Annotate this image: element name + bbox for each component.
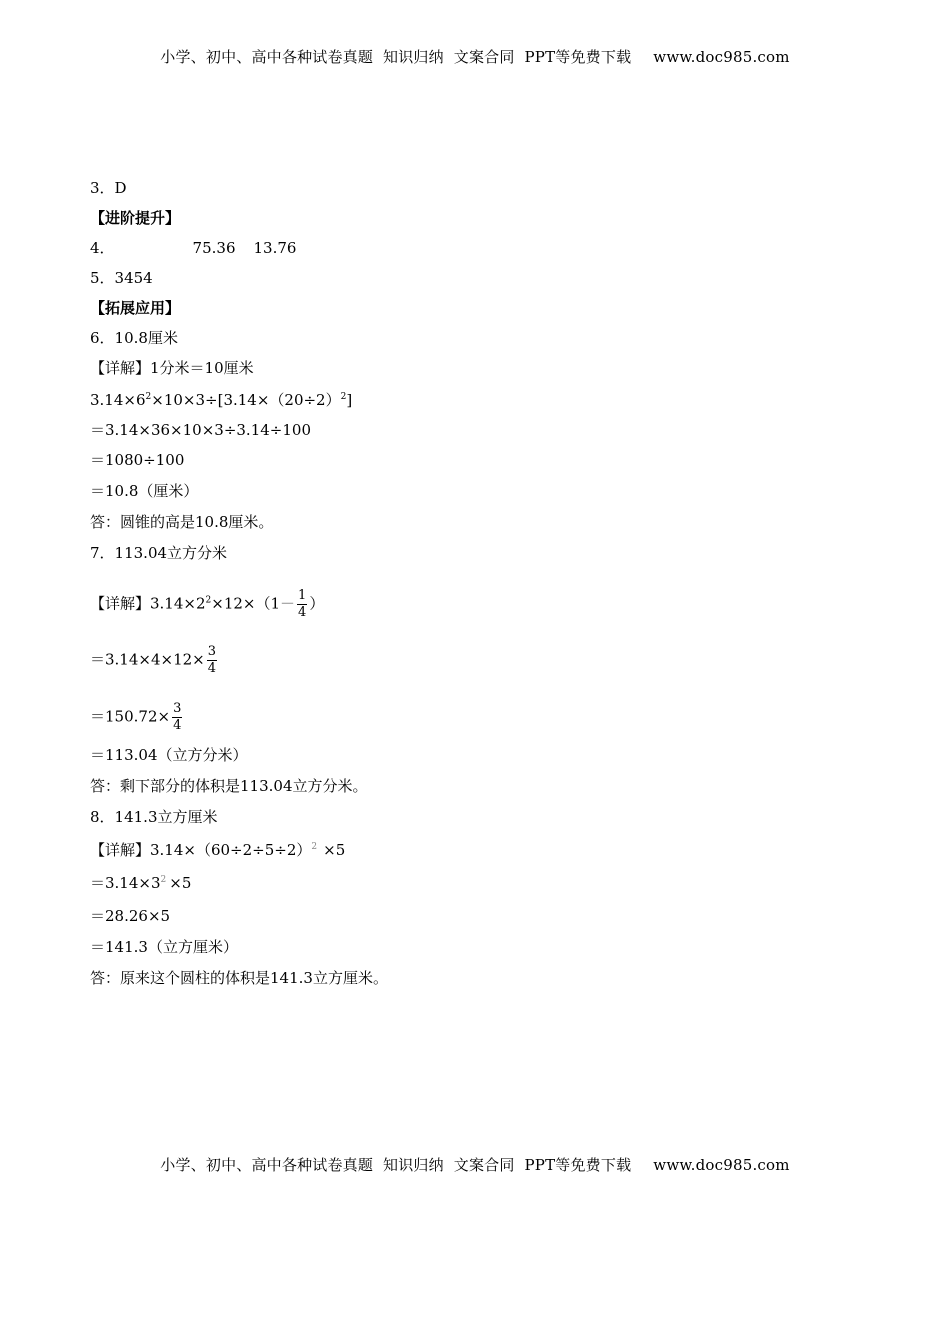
fraction bbox=[297, 588, 307, 621]
answer-8-step-3: ＝28.26×5 bbox=[90, 907, 171, 925]
answer-6-step-3: ＝1080÷100 bbox=[90, 451, 185, 469]
page-header bbox=[0, 46, 950, 67]
answer-4-number: 4． bbox=[90, 239, 115, 257]
expr: ×12×（1 bbox=[211, 594, 281, 613]
denominator: 4 bbox=[173, 718, 182, 733]
numerator: 3 bbox=[173, 701, 182, 716]
page-footer bbox=[0, 1154, 950, 1175]
answer-6-step-1 bbox=[90, 390, 352, 410]
answer-8: 8．141.3立方厘米 bbox=[90, 808, 218, 826]
answer-8-step-4: ＝141.3（立方厘米） bbox=[90, 938, 238, 956]
expr: ＝3.14×3 bbox=[90, 874, 161, 892]
answer-7-step-3 bbox=[90, 701, 184, 734]
answer-6-conclusion: 答：圆锥的高是10.8厘米。 bbox=[90, 513, 274, 531]
expr: ×5 bbox=[323, 841, 346, 859]
denominator: 4 bbox=[298, 605, 307, 620]
expr: ] bbox=[346, 391, 353, 409]
answer-7-conclusion: 答：剩下部分的体积是113.04立方分米。 bbox=[90, 777, 368, 795]
answer-5: 5．3454 bbox=[90, 269, 153, 287]
exponent: 2 bbox=[205, 595, 212, 606]
expr: 3.14×6 bbox=[90, 391, 146, 409]
minus-sign: － bbox=[280, 594, 296, 613]
answer-7-step-1 bbox=[90, 588, 324, 621]
expr: ×10×3÷[3.14×（20÷2） bbox=[151, 391, 341, 409]
numerator: 1 bbox=[298, 588, 307, 603]
numerator: 3 bbox=[207, 644, 217, 659]
exponent: 2 bbox=[160, 875, 167, 885]
exponent: 2 bbox=[311, 842, 318, 852]
expr: 【详解】3.14×（60÷2÷5÷2） bbox=[90, 841, 312, 859]
expr: ） bbox=[309, 594, 325, 613]
answer-6-step-4: ＝10.8（厘米） bbox=[90, 482, 199, 500]
expr: ＝150.72× bbox=[90, 707, 171, 726]
header-url[interactable]: www.doc985.com bbox=[653, 48, 790, 66]
answer-8-step-2 bbox=[90, 873, 191, 893]
expr: ＝3.14×4×12× bbox=[90, 650, 205, 669]
answer-4-value-b: 13.76 bbox=[253, 239, 297, 257]
exponent: 2 bbox=[340, 392, 347, 402]
section-extend-heading: 【拓展应用】 bbox=[90, 299, 181, 317]
exponent: 2 bbox=[145, 392, 152, 402]
footer-url[interactable]: www.doc985.com bbox=[653, 1156, 790, 1174]
answer-8-step-1 bbox=[90, 840, 345, 860]
answer-4 bbox=[90, 238, 296, 258]
fraction bbox=[172, 701, 182, 734]
answer-4-value-a: 75.36 bbox=[192, 239, 236, 257]
expr: 【详解】3.14×2 bbox=[90, 594, 206, 613]
answer-6: 6．10.8厘米 bbox=[90, 329, 178, 347]
answer-3: 3．D bbox=[90, 179, 127, 197]
answer-7: 7．113.04立方分米 bbox=[90, 544, 228, 562]
fraction bbox=[207, 644, 217, 677]
answer-8-conclusion: 答：原来这个圆柱的体积是141.3立方厘米。 bbox=[90, 969, 388, 987]
expr: ×5 bbox=[169, 874, 192, 892]
denominator: 4 bbox=[207, 661, 217, 676]
answer-7-step-4: ＝113.04（立方分米） bbox=[90, 746, 248, 764]
answer-6-detail: 【详解】1分米＝10厘米 bbox=[90, 359, 254, 377]
footer-text: 小学、初中、高中各种试卷真题 知识归纳 文案合同 PPT等免费下载 bbox=[160, 1156, 632, 1174]
answer-7-step-2 bbox=[90, 644, 219, 677]
answer-6-step-2: ＝3.14×36×10×3÷3.14÷100 bbox=[90, 421, 311, 439]
section-advanced-heading: 【进阶提升】 bbox=[90, 209, 181, 227]
header-text: 小学、初中、高中各种试卷真题 知识归纳 文案合同 PPT等免费下载 bbox=[160, 48, 632, 66]
